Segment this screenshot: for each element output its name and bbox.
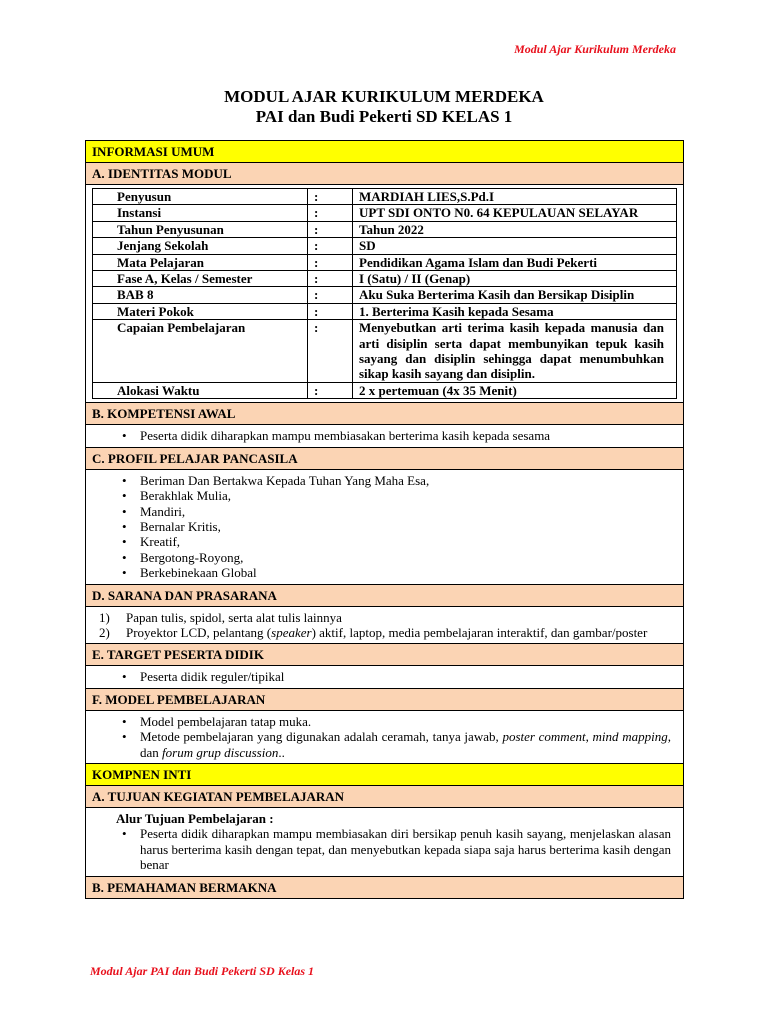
list-text: dan	[140, 744, 163, 760]
section-identitas-modul: A. IDENTITAS MODUL	[86, 163, 684, 185]
list-item	[140, 729, 671, 760]
target-list	[92, 669, 677, 684]
identitas-sep: :	[308, 221, 353, 237]
identitas-key: Alokasi Waktu	[93, 382, 308, 398]
kompetensi-awal-list	[92, 428, 677, 443]
identitas-sep: :	[308, 287, 353, 303]
identitas-value: Pendidikan Agama Islam dan Budi Pekerti	[353, 254, 677, 270]
list-item: • Bernalar Kritis,	[140, 519, 671, 534]
identitas-row	[93, 238, 677, 254]
sarana-list	[92, 610, 677, 641]
identitas-value: UPT SDI ONTO N0. 64 KEPULAUAN SELAYAR	[353, 205, 677, 221]
identitas-value: Menyebutkan arti terima kasih kepada manusia dan arti disiplin serta dapat membunyikan tepuk kasih sayang dan disiplin sehingga dapat menumbuhkan sikap kasih sayang dan disiplin.	[353, 320, 677, 383]
identitas-value: SD	[353, 238, 677, 254]
identitas-modul-body	[86, 185, 684, 403]
document-title: MODUL AJAR KURIKULUM MERDEKA	[224, 87, 544, 106]
list-text: Proyektor LCD, pelantang (	[126, 624, 272, 640]
list-text: ,	[585, 729, 593, 745]
identitas-value: Tahun 2022	[353, 221, 677, 237]
identitas-sep: :	[308, 205, 353, 221]
footer-note: Modul Ajar PAI dan Budi Pekerti SD Kelas 1	[90, 964, 315, 978]
identitas-key: Mata Pelajaran	[93, 254, 308, 270]
model-body	[86, 710, 684, 763]
identitas-table	[92, 188, 677, 399]
identitas-row	[93, 287, 677, 303]
kompetensi-awal-body	[86, 425, 684, 447]
identitas-key: BAB 8	[93, 287, 308, 303]
identitas-value: Aku Suka Berterima Kasih dan Bersikap Disiplin	[353, 287, 677, 303]
list-item: • Beriman Dan Bertakwa Kepada Tuhan Yang Maha Esa,	[140, 473, 671, 488]
tujuan-list	[92, 826, 677, 872]
list-text: Papan tulis, spidol, serta alat tulis lainnya	[126, 609, 342, 625]
identitas-key: Penyusun	[93, 189, 308, 205]
identitas-sep: :	[308, 271, 353, 287]
list-item: • Peserta didik reguler/tipikal	[140, 669, 671, 684]
alur-tujuan-label: Alur Tujuan Pembelajaran :	[116, 810, 274, 826]
identitas-row	[93, 271, 677, 287]
identitas-sep: :	[308, 382, 353, 398]
list-text-italic: mind mapping,	[592, 729, 672, 745]
list-text-italic: speaker	[271, 624, 312, 640]
identitas-key: Materi Pokok	[93, 303, 308, 319]
section-kompetensi-awal: B. KOMPETENSI AWAL	[86, 403, 684, 425]
identitas-sep: :	[308, 189, 353, 205]
identitas-value: 1. Berterima Kasih kepada Sesama	[353, 303, 677, 319]
identitas-key: Instansi	[93, 205, 308, 221]
list-item	[99, 624, 671, 640]
identitas-sep: :	[308, 303, 353, 319]
identitas-row	[93, 221, 677, 237]
list-item: • Berakhlak Mulia,	[140, 488, 671, 503]
list-text: ..	[278, 744, 285, 760]
identitas-row	[93, 320, 677, 383]
module-table	[85, 140, 684, 899]
section-komponen-inti: KOMPNEN INTI	[86, 763, 684, 785]
tujuan-body	[86, 807, 684, 876]
list-text: Metode pembelajaran yang digunakan adalah ceramah, tanya jawab,	[140, 729, 503, 745]
list-number: 2)	[99, 624, 110, 640]
model-list	[92, 714, 677, 760]
section-profil-pancasila: C. PROFIL PELAJAR PANCASILA	[86, 447, 684, 469]
header-note: Modul Ajar Kurikulum Merdeka	[514, 42, 676, 56]
list-item: • Peserta didik diharapkan mampu membiasakan berterima kasih kepada sesama	[140, 428, 671, 443]
identitas-sep: :	[308, 320, 353, 383]
identitas-sep: :	[308, 238, 353, 254]
identitas-value: MARDIAH LIES,S.Pd.I	[353, 189, 677, 205]
section-pemahaman-bermakna: B. PEMAHAMAN BERMAKNA	[86, 876, 684, 898]
identitas-value: 2 x pertemuan (4x 35 Menit)	[353, 382, 677, 398]
section-model-pembelajaran: F. MODEL PEMBELAJARAN	[86, 688, 684, 710]
sarana-prasarana-body	[86, 606, 684, 644]
identitas-row	[93, 254, 677, 270]
identitas-key: Tahun Penyusunan	[93, 221, 308, 237]
section-tujuan-kegiatan: A. TUJUAN KEGIATAN PEMBELAJARAN	[86, 785, 684, 807]
target-body	[86, 666, 684, 688]
section-sarana-prasarana: D. SARANA DAN PRASARANA	[86, 584, 684, 606]
profil-pancasila-body	[86, 469, 684, 584]
identitas-row	[93, 382, 677, 398]
list-item: • Berkebinekaan Global	[140, 565, 671, 580]
list-item: • Kreatif,	[140, 534, 671, 549]
identitas-row	[93, 205, 677, 221]
profil-pancasila-list	[92, 473, 677, 581]
document-subtitle: PAI dan Budi Pekerti SD KELAS 1	[255, 107, 513, 126]
list-item	[99, 609, 671, 625]
identitas-key: Capaian Pembelajaran	[93, 320, 308, 383]
identitas-key: Fase A, Kelas / Semester	[93, 271, 308, 287]
list-text-italic: forum grup discussion	[162, 744, 279, 760]
section-target-peserta-didik: E. TARGET PESERTA DIDIK	[86, 644, 684, 666]
list-item: • Model pembelajaran tatap muka.	[140, 714, 671, 729]
identitas-value: I (Satu) / II (Genap)	[353, 271, 677, 287]
list-number: 1)	[99, 609, 110, 625]
list-text: ) aktif, laptop, media pembelajaran interaktif, dan gambar/poster	[311, 624, 648, 640]
list-text-italic: poster comment	[502, 729, 586, 745]
list-item: • Mandiri,	[140, 504, 671, 519]
identitas-key: Jenjang Sekolah	[93, 238, 308, 254]
identitas-sep: :	[308, 254, 353, 270]
list-item: • Bergotong-Royong,	[140, 550, 671, 565]
section-informasi-umum: INFORMASI UMUM	[86, 141, 684, 163]
identitas-row	[93, 189, 677, 205]
identitas-row	[93, 303, 677, 319]
list-item: • Peserta didik diharapkan mampu membiasakan diri bersikap penuh kasih sayang, menjelaskan alasan harus berterima kasih dengan tepat, dan menyebutkan kepada siapa saja harus berterima kasih dengan benar	[140, 826, 671, 872]
